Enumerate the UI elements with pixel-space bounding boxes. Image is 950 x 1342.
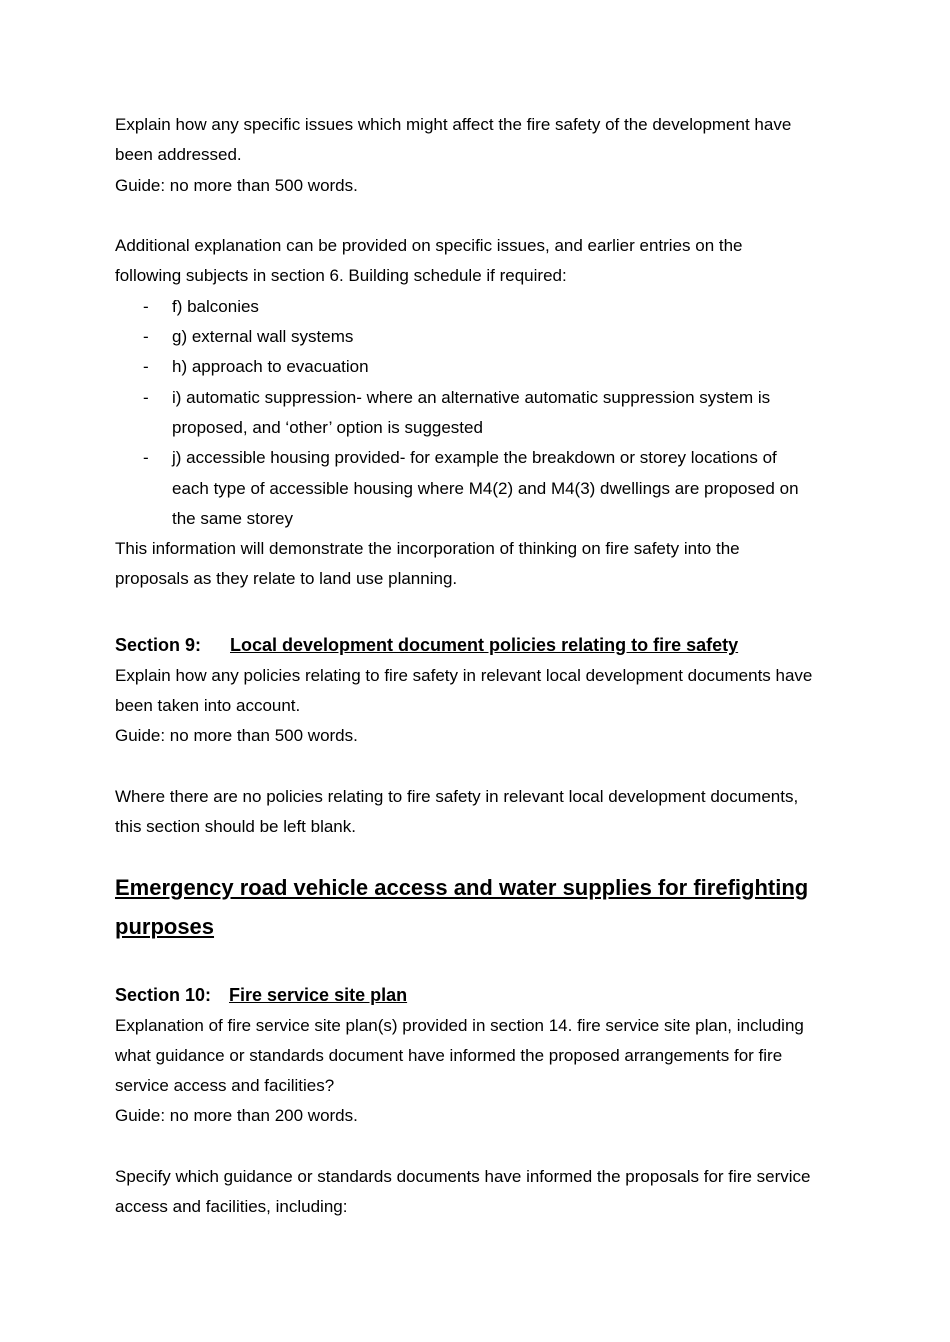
additional-line-2: following subjects in section 6. Building schedule if required:	[115, 266, 567, 286]
list-item-text: the same storey	[172, 508, 293, 528]
list-item	[115, 383, 845, 444]
list-item	[115, 292, 845, 322]
section-10-guide: Guide: no more than 200 words.	[115, 1106, 358, 1126]
section-9-line-2: been taken into account.	[115, 696, 301, 716]
bullet-dash: -	[143, 327, 149, 347]
list-item	[115, 322, 845, 352]
list-item	[115, 352, 845, 382]
intro-line-1: Explain how any specific issues which might affect the fire safety of the development have	[115, 115, 792, 134]
section-9-note	[115, 782, 845, 843]
section-9-note-line-2: this section should be left blank.	[115, 817, 356, 837]
document-page	[115, 110, 845, 1223]
section-9-number: Section 9:	[115, 634, 202, 655]
section-10-spec-line-2: access and facilities, including:	[115, 1197, 348, 1217]
bullet-dash: -	[143, 448, 149, 468]
intro-text	[115, 110, 845, 171]
list-item-text: j) accessible housing provided- for example the breakdown or storey locations of	[172, 448, 777, 468]
list-item	[115, 443, 845, 534]
closing-text	[115, 534, 845, 595]
guide-text: Guide: no more than 500 words.	[115, 175, 358, 195]
section-10-line-2: what guidance or standards document have informed the proposed arrangements for fire	[115, 1045, 783, 1065]
closing-line-2: proposals as they relate to land use planning.	[115, 569, 458, 589]
section-10-number: Section 10:	[115, 984, 212, 1005]
section-9-guide: Guide: no more than 500 words.	[115, 726, 358, 746]
additional-line-1: Additional explanation can be provided on specific issues, and earlier entries on the	[115, 236, 743, 256]
major-heading-line-1: Emergency road vehicle access and water supplies for firefighting	[115, 874, 809, 900]
section-10-description	[115, 1011, 845, 1102]
section-10-heading	[115, 979, 845, 1011]
list-item-text: proposed, and ‘other’ option is suggested	[172, 417, 483, 437]
section-9-heading	[115, 629, 845, 661]
section-10-specify	[115, 1162, 845, 1223]
section-10-line-3: service access and facilities?	[115, 1076, 335, 1096]
list-item-text: f) balconies	[172, 296, 259, 316]
list-item-text: g) external wall systems	[172, 327, 354, 347]
section-10-spec-line-1: Specify which guidance or standards documents have informed the proposals for fire service	[115, 1167, 811, 1187]
closing-line-1: This information will demonstrate the incorporation of thinking on fire safety into the	[115, 539, 740, 559]
section-9-line-1: Explain how any policies relating to fire safety in relevant local development documents have	[115, 665, 813, 685]
subject-list	[115, 292, 845, 534]
list-item-text: each type of accessible housing where M4(2) and M4(3) dwellings are proposed on	[172, 478, 799, 498]
list-item-text: i) automatic suppression- where an alternative automatic suppression system is	[172, 387, 771, 407]
intro-line-2: been addressed.	[115, 145, 242, 165]
section-10-line-1: Explanation of fire service site plan(s) provided in section 14. fire service site plan, including	[115, 1015, 804, 1035]
major-heading	[115, 868, 845, 947]
section-9-description	[115, 661, 845, 722]
list-item-text: h) approach to evacuation	[172, 357, 369, 377]
bullet-dash: -	[143, 357, 149, 377]
bullet-dash: -	[143, 296, 149, 316]
section-9-note-line-1: Where there are no policies relating to fire safety in relevant local development documents,	[115, 786, 799, 806]
additional-explanation-text	[115, 231, 845, 292]
section-10-title: Fire service site plan	[229, 984, 408, 1005]
major-heading-line-2: purposes	[115, 914, 215, 940]
section-9-title: Local development document policies relating to fire safety	[230, 634, 739, 655]
bullet-dash: -	[143, 387, 149, 407]
